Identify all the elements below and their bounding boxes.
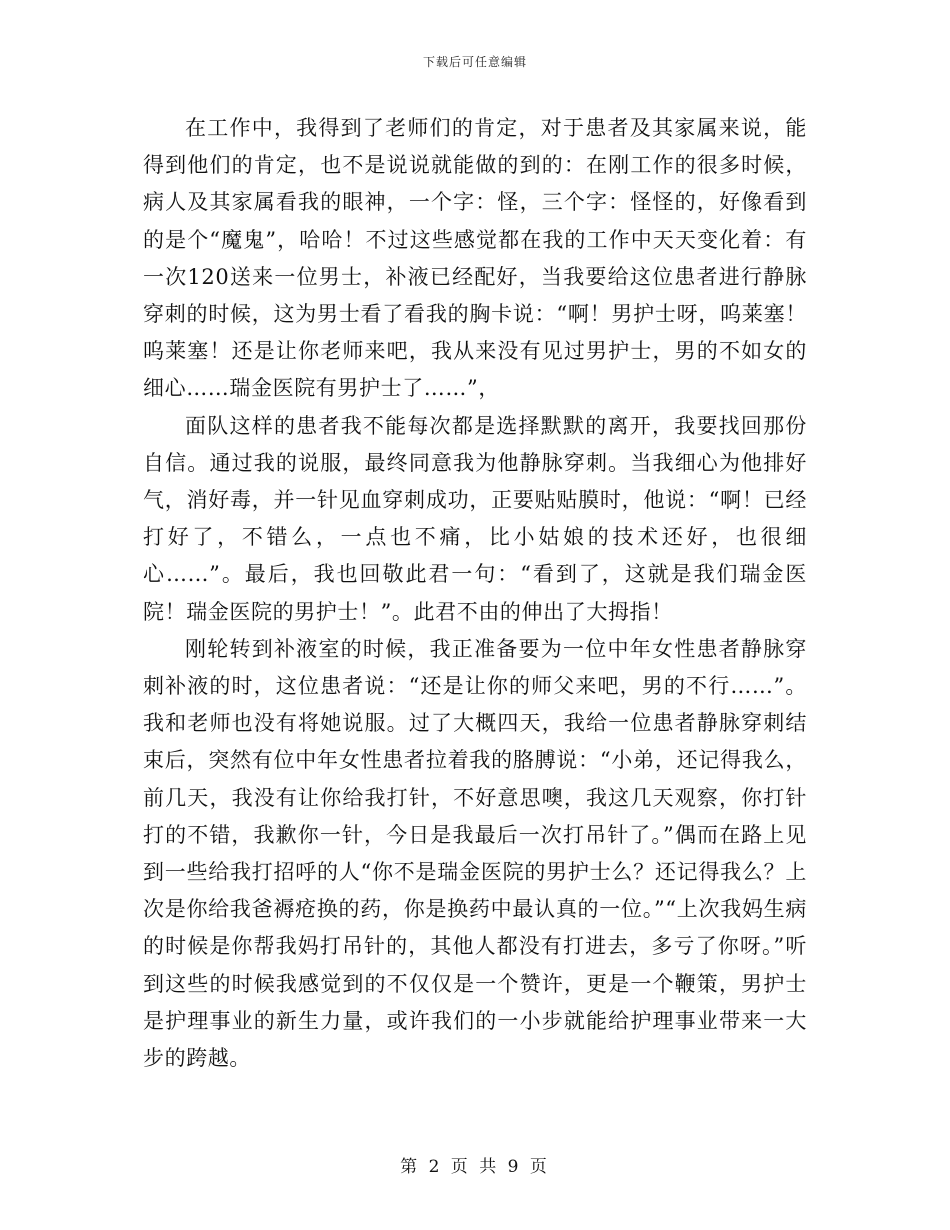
paragraph: 面队这样的患者我不能每次都是选择默默的离开，我要找回那份自信。通过我的说服，最终同意我为他静脉穿刺。当我细心为他排好气，消好毒，并一针见血穿刺成功，正要贴贴膜时，他说：“啊！已经打好了，不错么，一点也不痛，比小姑娘的技术还好，也很细心……”。最后，我也回敬此君一句：“看到了，这就是我们瑞金医院！瑞金医院的男护士！”。此君不由的伸出了大拇指！ [143,413,807,624]
paragraph: 刚轮转到补液室的时候，我正准备要为一位中年女性患者静脉穿刺补液的时，这位患者说：“还是让你的师父来吧，男的不行……”。我和老师也没有将她说服。过了大概四天，我给一位患者静脉穿刺结束后，突然有位中年女性患者拉着我的胳膊说：“小弟，还记得我么，前几天，我没有让你给我打针，不好意思噢，我这几天观察，你打针打的不错，我歉你一针，今日是我最后一次打吊针了。”偶而在路上见到一些给我打招呼的人“你不是瑞金医院的男护士么？还记得我么？上次是你给我爸褥疮换的药，你是换药中最认真的一位。”“上次我妈生病的时候是你帮我妈打吊针的，其他人都没有打进去，多亏了你呀。”听到这些的时候我感觉到的不仅仅是一个赞许，更是一个鞭策，男护士是护理事业的新生力量，或许我们的一小步就能给护理事业带来一大步的跨越。 [143,636,807,1071]
page-footer: 第 2 页 共 9 页 [400,1157,550,1177]
header-note: 下载后可任意编辑 [422,55,527,69]
paragraph: 在工作中，我得到了老师们的肯定，对于患者及其家属来说，能得到他们的肯定，也不是说说就能做的到的：在刚工作的很多时候，病人及其家属看我的眼神，一个字：怪，三个字：怪怪的，好像看到的是个“魔鬼”，哈哈！不过这些感觉都在我的工作中天天变化着：有一次120送来一位男士，补液已经配好，当我要给这位患者进行静脉穿刺的时候，这为男士看了看我的胸卡说：“啊！男护士呀，呜莱塞！呜莱塞！还是让你老师来吧，我从来没有见过男护士，男的不如女的细心……瑞金医院有男护士了……”， [143,116,807,401]
document-body [143,110,807,1077]
